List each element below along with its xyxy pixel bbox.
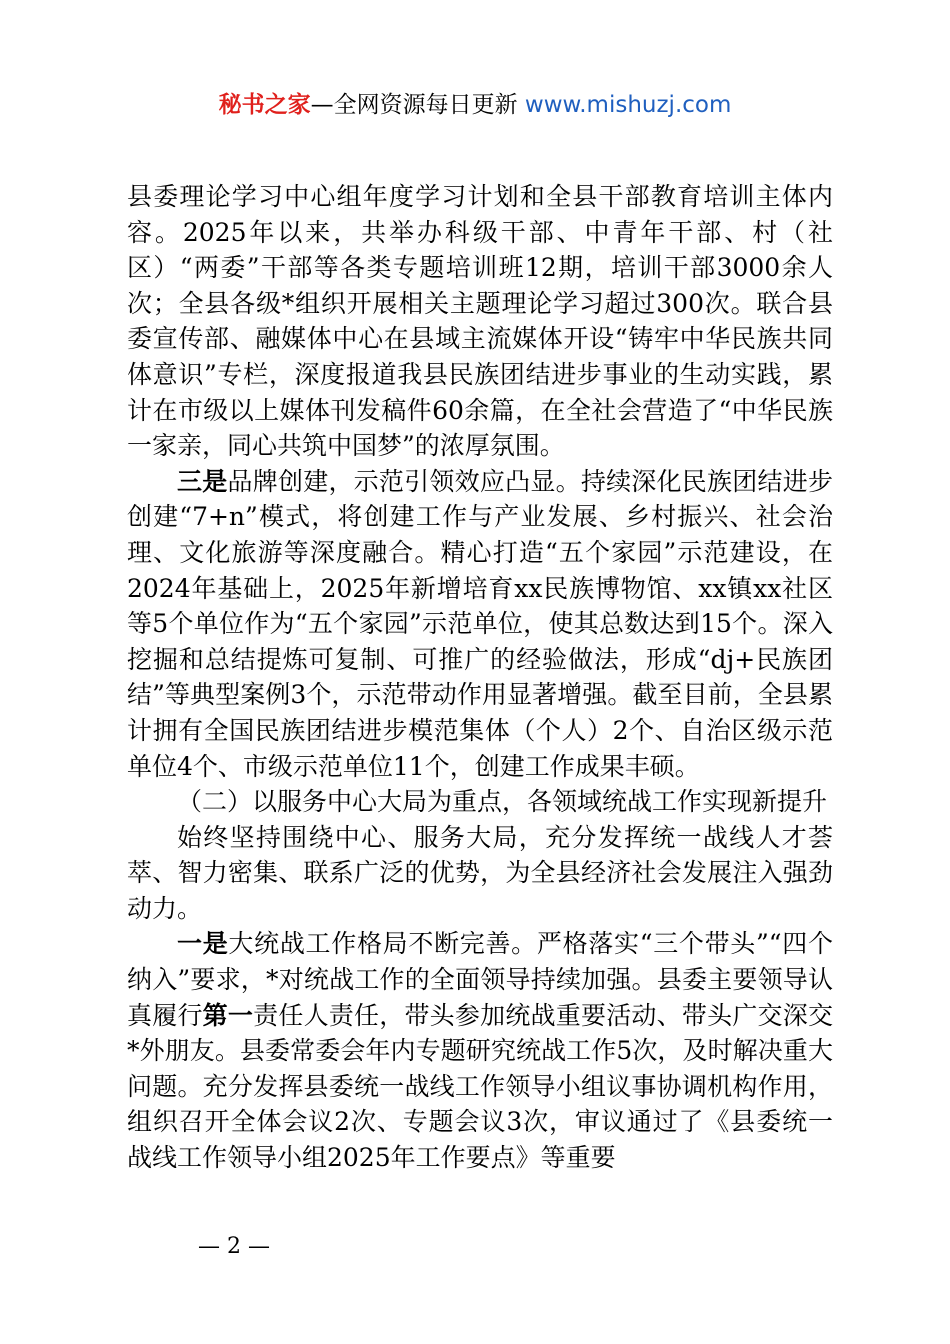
- section-heading: [127, 784, 833, 820]
- document-body: [127, 179, 833, 1176]
- site-tagline: —全网资源每日更新: [310, 92, 518, 118]
- site-url-link[interactable]: www.mishuzj.com: [524, 92, 732, 118]
- paragraph-brand-building: [127, 464, 833, 784]
- emphasis-text: 第一: [202, 1000, 254, 1030]
- section-heading-text: （二）以服务中心大局为重点，各领域统战工作实现新提升: [177, 787, 828, 817]
- paragraph-lead-marker: 一是: [177, 929, 229, 959]
- paragraph-text: 责任人责任，带头参加统战重要活动、带头广交深交*外朋友。县委常委会年内专题研究统战工作5次，及时解决重大问题。充分发挥县委统一战线工作领导小组议事协调机构作用，组织召开全体会议2次、专题会议3次，审议通过了《县委统一战线工作领导小组2025年工作要点》等重要: [127, 1000, 833, 1173]
- page-number: — 2 —: [198, 1234, 270, 1259]
- site-brand-name: 秘书之家: [218, 92, 311, 118]
- paragraph-text: 县委理论学习中心组年度学习计划和全县干部教育培训主体内容。2025年以来，共举办科级干部、中青年干部、村（社区）“两委”干部等各类专题培训班12期，培训干部3000余人次；全县各级*组织开展相关主题理论学习超过300次。联合县委宣传部、融媒体中心在县域主流媒体开设“铸牢中华民族共同体意识”专栏，深度报道我县民族团结进步事业的生动实践，累计在市级以上媒体刊发稿件60余篇，在全社会营造了“中华民族一家亲，同心共筑中国梦”的浓厚氛围。: [127, 182, 833, 461]
- paragraph-continuation: [127, 179, 833, 464]
- paragraph-text: 品牌创建，示范引领效应凸显。持续深化民族团结进步创建“7+n”模式，将创建工作与产业发展、乡村振兴、社会治理、文化旅游等深度融合。精心打造“五个家园”示范建设，在2024年基础上，2025年新增培育xx民族博物馆、xx镇xx社区等5个单位作为“五个家园”示范单位，使其总数达到15个。深入挖掘和总结提炼可复制、可推广的经验做法，形成“dj+民族团结”等典型案例3个，示范带动作用显著增强。截至目前，全县累计拥有全国民族团结进步模范集体（个人）2个、自治区级示范单位4个、市级示范单位11个，创建工作成果丰硕。: [127, 466, 833, 781]
- paragraph-intro: [127, 820, 833, 927]
- site-header-banner: [0, 88, 950, 122]
- paragraph-text: 大统战工作格局不断完善。严格落实“三个带头”“四个纳入”要求，*对统战工作的全面领导持续加强。县委主要领导认真履行: [127, 929, 833, 1030]
- paragraph-lead-marker: 三是: [177, 466, 228, 496]
- paragraph-united-front: [127, 926, 833, 1175]
- paragraph-text: 始终坚持围绕中心、服务大局，充分发挥统一战线人才荟萃、智力密集、联系广泛的优势，为全县经济社会发展注入强劲动力。: [127, 822, 833, 923]
